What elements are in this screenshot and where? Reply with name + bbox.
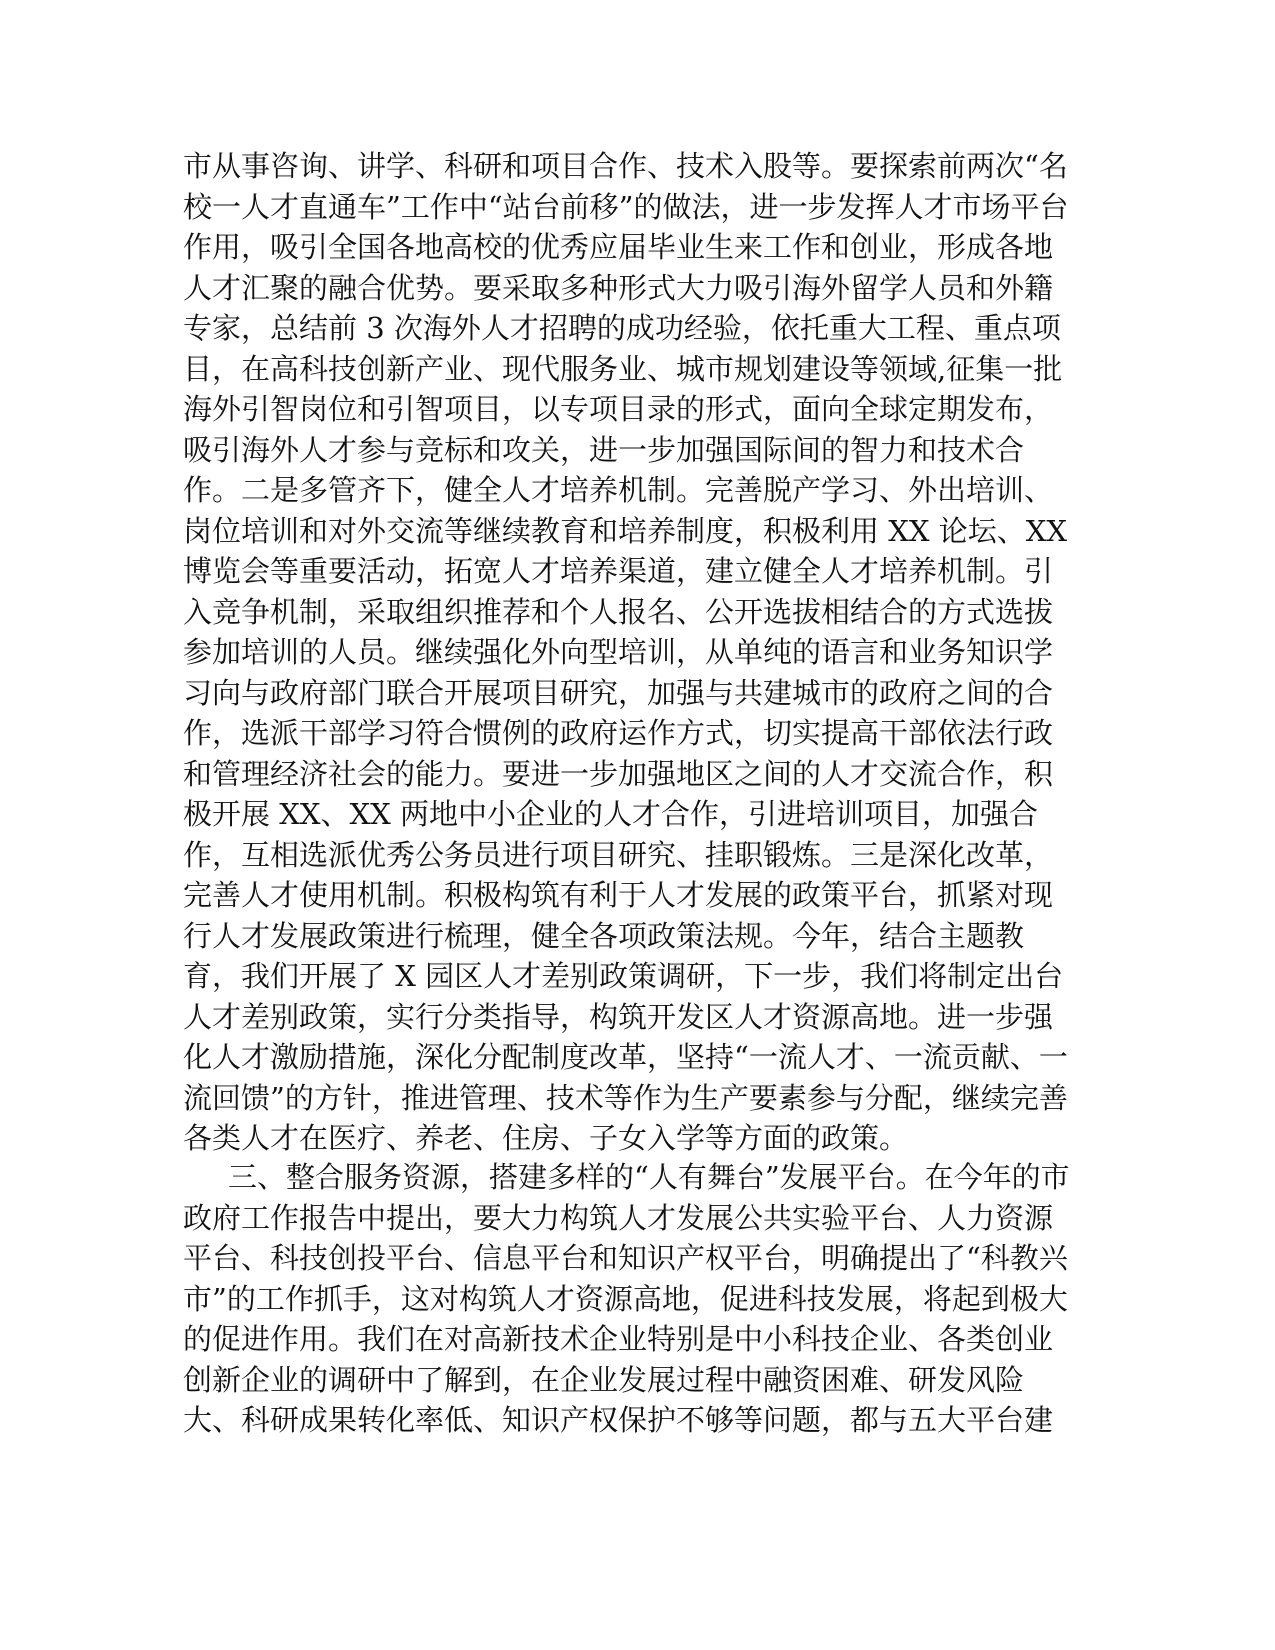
text-line: 政府工作报告中提出，要大力构筑人才发展公共实验平台、人力资源: [183, 1200, 1054, 1235]
text-line: 专家，总结前 3 次海外人才招聘的成功经验，依托重大工程、重点项: [183, 311, 1061, 345]
text-line: 完善人才使用机制。积极构筑有利于人才发展的政策平台，抓紧对现: [183, 878, 1054, 912]
text-line: 作用，吸引全国各地高校的优秀应届毕业生来工作和创业，形成各地: [183, 230, 1054, 264]
text-line: 行人才发展政策进行梳理，健全各项政策法规。今年，结合主题教: [183, 918, 1025, 953]
text-line-first-indented: 三、整合服务资源，搭建多样的“人有舞台”发展平台。在今年的市: [228, 1160, 1070, 1194]
text-line: 的促进作用。我们在对高新技术企业特别是中小科技企业、各类创业: [183, 1322, 1054, 1356]
text-line: 流回馈”的方针，推进管理、技术等作为生产要素参与分配，继续完善: [183, 1080, 1068, 1115]
text-line: 博览会等重要活动，拓宽人才培养渠道，建立健全人才培养机制。引: [183, 554, 1054, 588]
text-line: 校一人才直通车”工作中“站台前移”的做法，进一步发挥人才市场平台: [183, 189, 1069, 224]
paragraph-service-platforms: [183, 1157, 1068, 1441]
text-line: 各类人才在医疗、养老、住房、子女入学等方面的政策。: [183, 1121, 909, 1155]
text-line: 作，选派干部学习符合惯例的政府运作方式，切实提高干部依法行政: [183, 716, 1054, 750]
text-line: 参加培训的人员。继续强化外向型培训，从单纯的语言和业务知识学: [183, 635, 1054, 669]
text-line: 和管理经济社会的能力。要进一步加强地区之间的人才交流合作，积: [183, 756, 1054, 791]
text-line: 大、科研成果转化率低、知识产权保护不够等问题，都与五大平台建: [183, 1403, 1054, 1437]
text-line: 市从事咨询、讲学、科研和项目合作、技术入股等。要探索前两次“名: [183, 149, 1068, 183]
text-line: 作。二是多管齐下，健全人才培养机制。完善脱产学习、外出培训、: [183, 473, 1054, 507]
text-line: 岗位培训和对外交流等继续教育和培养制度，积极利用 XX 论坛、XX: [183, 513, 1068, 548]
text-line: 入竞争机制，采取组织推荐和个人报名、公开选拔相结合的方式选拔: [183, 594, 1054, 629]
text-line: 海外引智岗位和引智项目，以专项目录的形式，面向全球定期发布，: [183, 392, 1054, 426]
text-line: 人才差别政策，实行分类指导，构筑开发区人才资源高地。进一步强: [183, 999, 1054, 1034]
text-line: 作，互相选派优秀公务员进行项目研究、挂职锻炼。三是深化改革，: [183, 837, 1054, 872]
text-line: 平台、科技创投平台、信息平台和知识产权平台，明确提出了“科教兴: [183, 1241, 1068, 1275]
text-line: 习向与政府部门联合开展项目研究，加强与共建城市的政府之间的合: [183, 675, 1054, 710]
text-line: 目，在高科技创新产业、现代服务业、城市规划建设等领域,征集一批: [183, 351, 1063, 386]
text-line: 吸引海外人才参与竞标和攻关，进一步加强国际间的智力和技术合: [183, 432, 1025, 467]
text-line: 创新企业的调研中了解到，在企业发展过程中融资困难、研发风险: [183, 1362, 1025, 1397]
text-line: 极开展 XX、XX 两地中小企业的人才合作，引进培训项目，加强合: [183, 797, 1039, 831]
paragraph-talent-mechanisms: [183, 146, 1068, 1159]
text-line: 育，我们开展了 X 园区人才差别政策调研，下一步，我们将制定出台: [183, 959, 1064, 993]
text-line: 化人才激励措施，深化分配制度改革，坚持“一流人才、一流贡献、一: [183, 1040, 1068, 1074]
text-line: 市”的工作抓手，这对构筑人才资源高地，促进科技发展，将起到极大: [183, 1281, 1068, 1316]
text-line: 人才汇聚的融合优势。要采取多种形式大力吸引海外留学人员和外籍: [183, 270, 1054, 305]
